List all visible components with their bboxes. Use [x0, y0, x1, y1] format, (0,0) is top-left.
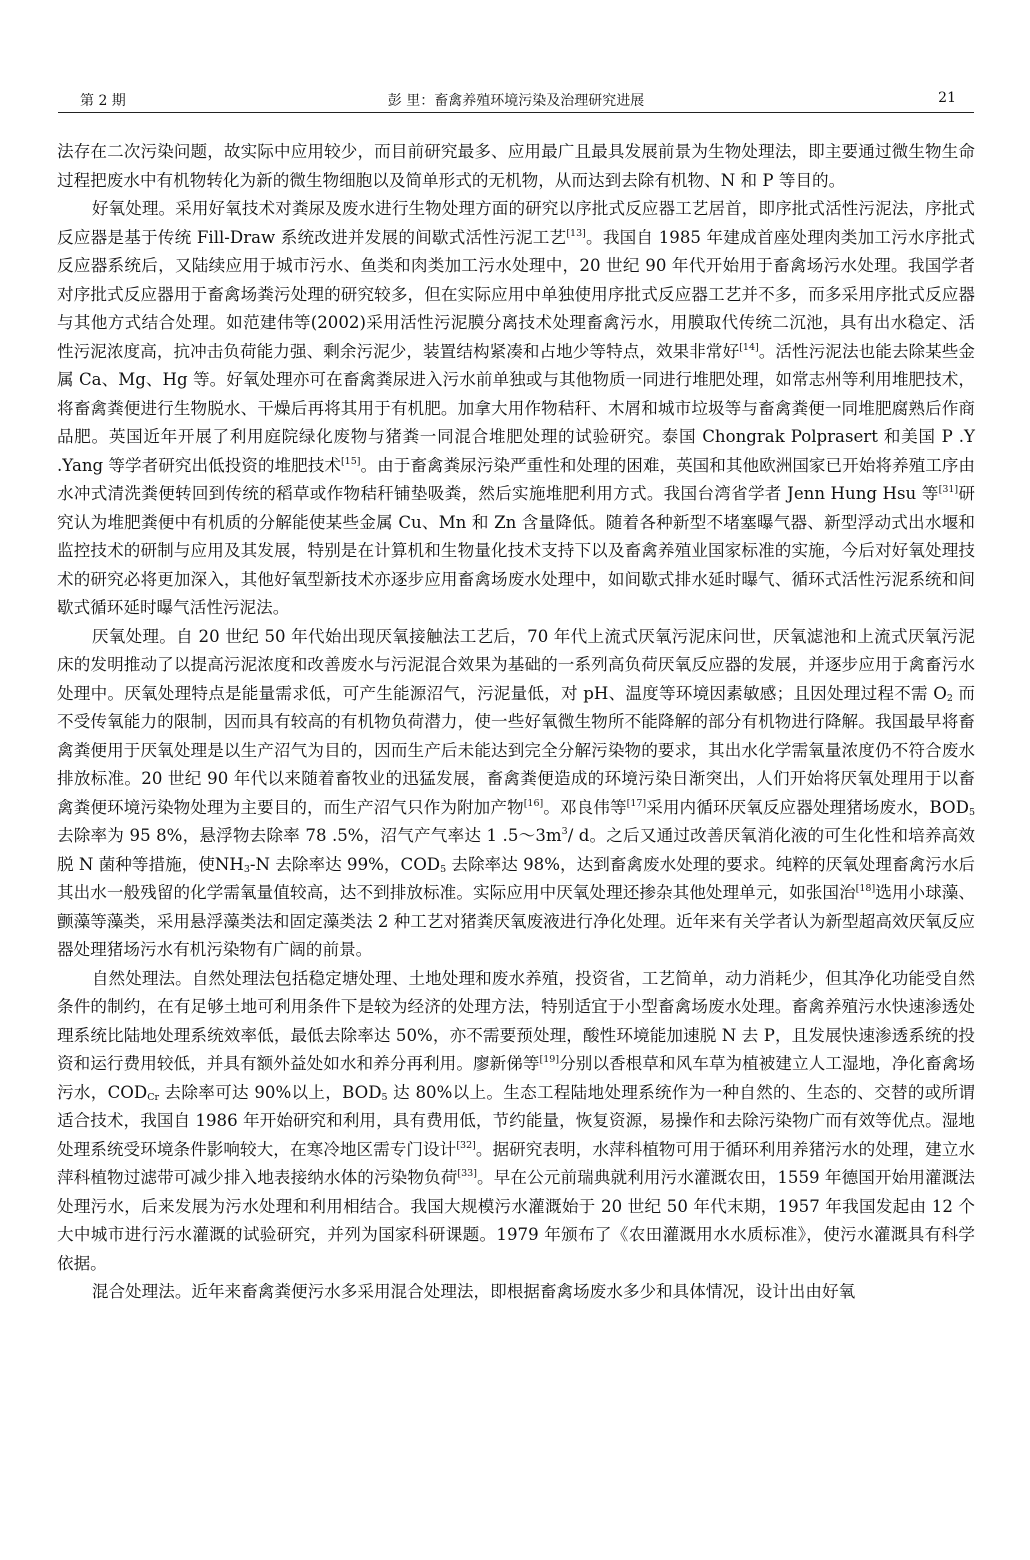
- paragraph-aerobic-treatment: 好氧处理。采用好氧技术对粪尿及废水进行生物处理方面的研究以序批式反应器工艺居首，即序批式活性污泥法，序批式反应器是基于传统 Fill-Draw 系统改进并发展的间歇式活性污泥工艺[13]。我国自 1985 年建成首座处理肉类加工污水序批式反应器系统后，又陆续应用于城市污水、鱼类和肉类加工污水处理中，20 世纪 90 年代开始用于畜禽场污水处理。我国学者对序批式反应器用于畜禽场粪污处理的研究较多，但在实际应用中单独使用序批式反应器工艺并不多，而多采用序批式反应器与其他方式结合处理。如范建伟等(2002)采用活性污泥膜分离技术处理畜禽污水，用膜取代传统二沉池，具有出水稳定、活性污泥浓度高，抗冲击负荷能力强、剩余污泥少，装置结构紧凑和占地少等特点，效果非常好[14]。活性污泥法也能去除某些金属 Ca、Mg、Hg 等。好氧处理亦可在畜禽粪尿进入污水前单独或与其他物质一同进行堆肥处理，如常志州等利用堆肥技术，将畜禽粪便进行生物脱水、干燥后再将其用于有机肥。加拿大用作物秸秆、木屑和城市垃圾等与畜禽粪便一同堆肥腐熟后作商品肥。英国近年开展了利用庭院绿化废物与猪粪一同混合堆肥处理的试验研究。泰国 Chongrak Polprasert 和美国 P .Y .Yang 等学者研究出低投资的堆肥技术[15]。由于畜禽粪尿污染严重性和处理的困难，英国和其他欧洲国家已开始将养殖工序由水冲式清洗粪便转回到传统的稻草或作物秸秆铺垫吸粪，然后实施堆肥利用方式。我国台湾省学者 Jenn Hung Hsu 等[31]研究认为堆肥粪便中有机质的分解能使某些金属 Cu、Mn 和 Zn 含量降低。随着各种新型不堵塞曝气器、新型浮动式出水堰和监控技术的研制与应用及其发展，特别是在计算机和生物量化技术支持下以及畜禽养殖业国家标准的实施，今后对好氧处理技术的研究必将更加深入，其他好氧型新技术亦逐步应用畜禽场废水处理中，如间歇式排水延时曝气、循环式活性污泥系统和间歇式循环延时曝气活性污泥法。: [57, 199, 976, 617]
- paragraph-mixed-treatment: 混合处理法。近年来畜禽粪便污水多采用混合处理法，即根据畜禽场废水多少和具体情况，设计出由好氧: [91, 1282, 856, 1301]
- subscript: 3: [243, 863, 250, 875]
- citation-19: [19]: [539, 1054, 560, 1065]
- subscript: 5: [381, 1091, 388, 1103]
- citation-18: [18]: [855, 883, 876, 894]
- subscript: Cr: [147, 1091, 159, 1103]
- running-header: [58, 86, 974, 113]
- running-title: 彭 里：畜禽养殖环境污染及治理研究进展: [387, 93, 645, 109]
- subscript: 2: [946, 692, 953, 704]
- subscript: 5: [440, 863, 447, 875]
- paragraph-natural-treatment: 自然处理法。自然处理法包括稳定塘处理、土地处理和废水养殖，投资省，工艺简单，动力消耗少，但其净化功能受自然条件的制约，在有足够土地可利用条件下是较为经济的处理方法，特别适宜于小型畜禽场废水处理。畜禽养殖污水快速渗透处理系统比陆地处理系统效率低，最低去除率达 50%，亦不需要预处理，酸性环境能加速脱 N 去 P，且发展快速渗透系统的投资和运行费用较低，并具有额外益处如水和养分再利用。廖新俤等[19]分别以香根草和风车草为植被建立人工湿地，净化畜禽场污水，$COD_{Cr}$ 去除率可达 90%以上，$BOD_5$ 达 80%以上。生态工程陆地处理系统作为一种自然的、生态的、交替的或所谓适合技术，我国自 1986 年开始研究和利用，具有费用低，节约能量，恢复资源，易操作和去除污染物广而有效等优点。湿地处理系统受环境条件影响较大，在寒冷地区需专门设计[32]。据研究表明，水萍科植物可用于循环利用养猪污水的处理，建立水萍科植物过滤带可减少排入地表接纳水体的污染物负荷[33]。早在公元前瑞典就利用污水灌溉农田，1559 年德国开始用灌溉法处理污水，后来发展为污水处理和利用相结合。我国大规模污水灌溉始于 20 世纪 50 年代末期，1957 年我国发起由 12 个大中城市进行污水灌溉的试验研究，并列为国家科研课题。1979 年颁布了《农田灌溉用水水质标准》，使污水灌溉具有科学依据。: [57, 968, 976, 1273]
- citation-31: [31]: [938, 484, 959, 495]
- paragraph-anaerobic-treatment: 厌氧处理。自 20 世纪 50 年代始出现厌氧接触法工艺后，70 年代上流式厌氧污泥床问世，厌氧滤池和上流式厌氧污泥床的发明推动了以提高污泥浓度和改善废水与污泥混合效果为基础的一系列高负荷厌氧反应器的发展，并逐步应用于禽畜污水处理中。厌氧处理特点是能量需求低，可产生能源沼气，污泥量低，对 pH、温度等环境因素敏感；且因处理过程不需 $O_2$ 而不受传氧能力的限制，因而具有较高的有机物负荷潜力，使一些好氧微生物所不能降解的部分有机物进行降解。我国最早将畜禽粪便用于厌氧处理是以生产沼气为目的，因而生产后未能达到完全分解污染物的要求，其出水化学需氧量浓度仍不符合废水排放标准。20 世纪 90 年代以来随着畜牧业的迅猛发展，畜禽粪便造成的环境污染日渐突出，人们开始将厌氧处理用于以畜禽粪便环境污染物处理为主要目的，而生产沼气只作为附加产物[16]。邓良伟等[17]采用内循环厌氧反应器处理猪场废水，$BOD_5$ 去除率为 95 8%，悬浮物去除率 78 .5%，沼气产气率达 1 $.5\sim 3m^3/$ d。之后又通过改善厌氧消化液的可生化性和培养高效脱 N 菌种等措施，使$NH_3-N$ 去除率达 99%，$COD_5$ 去除率达 98%，达到畜禽废水处理的要求。纯粹的厌氧处理畜禽污水后其出水一般残留的化学需氧量值较高，达不到排放标准。实际应用中厌氧处理还掺杂其他处理单元，如张国治[18]选用小球藻、颤藻等藻类，采用悬浮藻类法和固定藻类法 2 种工艺对猪粪厌氧废液进行净化处理。近年来有关学者认为新型超高效厌氧反应器处理猪场污水有机污染物有广阔的前景。: [57, 626, 976, 959]
- subscript: 5: [968, 806, 976, 818]
- superscript: 3: [561, 826, 568, 837]
- citation-17: [17]: [626, 797, 647, 809]
- page-number: 21: [938, 90, 956, 106]
- citation-33: [33]: [457, 1168, 477, 1179]
- citation-15: [15]: [340, 455, 361, 467]
- citation-16: [16]: [523, 797, 544, 809]
- citation-13: [13]: [566, 227, 586, 239]
- citation-14: [14]: [739, 341, 759, 353]
- article-body: [57, 138, 975, 1307]
- issue-number: 第 2 期: [80, 93, 126, 109]
- citation-32: [32]: [456, 1139, 476, 1151]
- paragraph-continuation: 法存在二次污染问题，故实际中应用较少，而目前研究最多、应用最广且最具发展前景为生物处理法，即主要通过微生物生命过程把废水中有机物转化为新的微生物细胞以及简单形式的无机物，从而达到去除有机物、N 和 P 等目的。: [57, 142, 975, 190]
